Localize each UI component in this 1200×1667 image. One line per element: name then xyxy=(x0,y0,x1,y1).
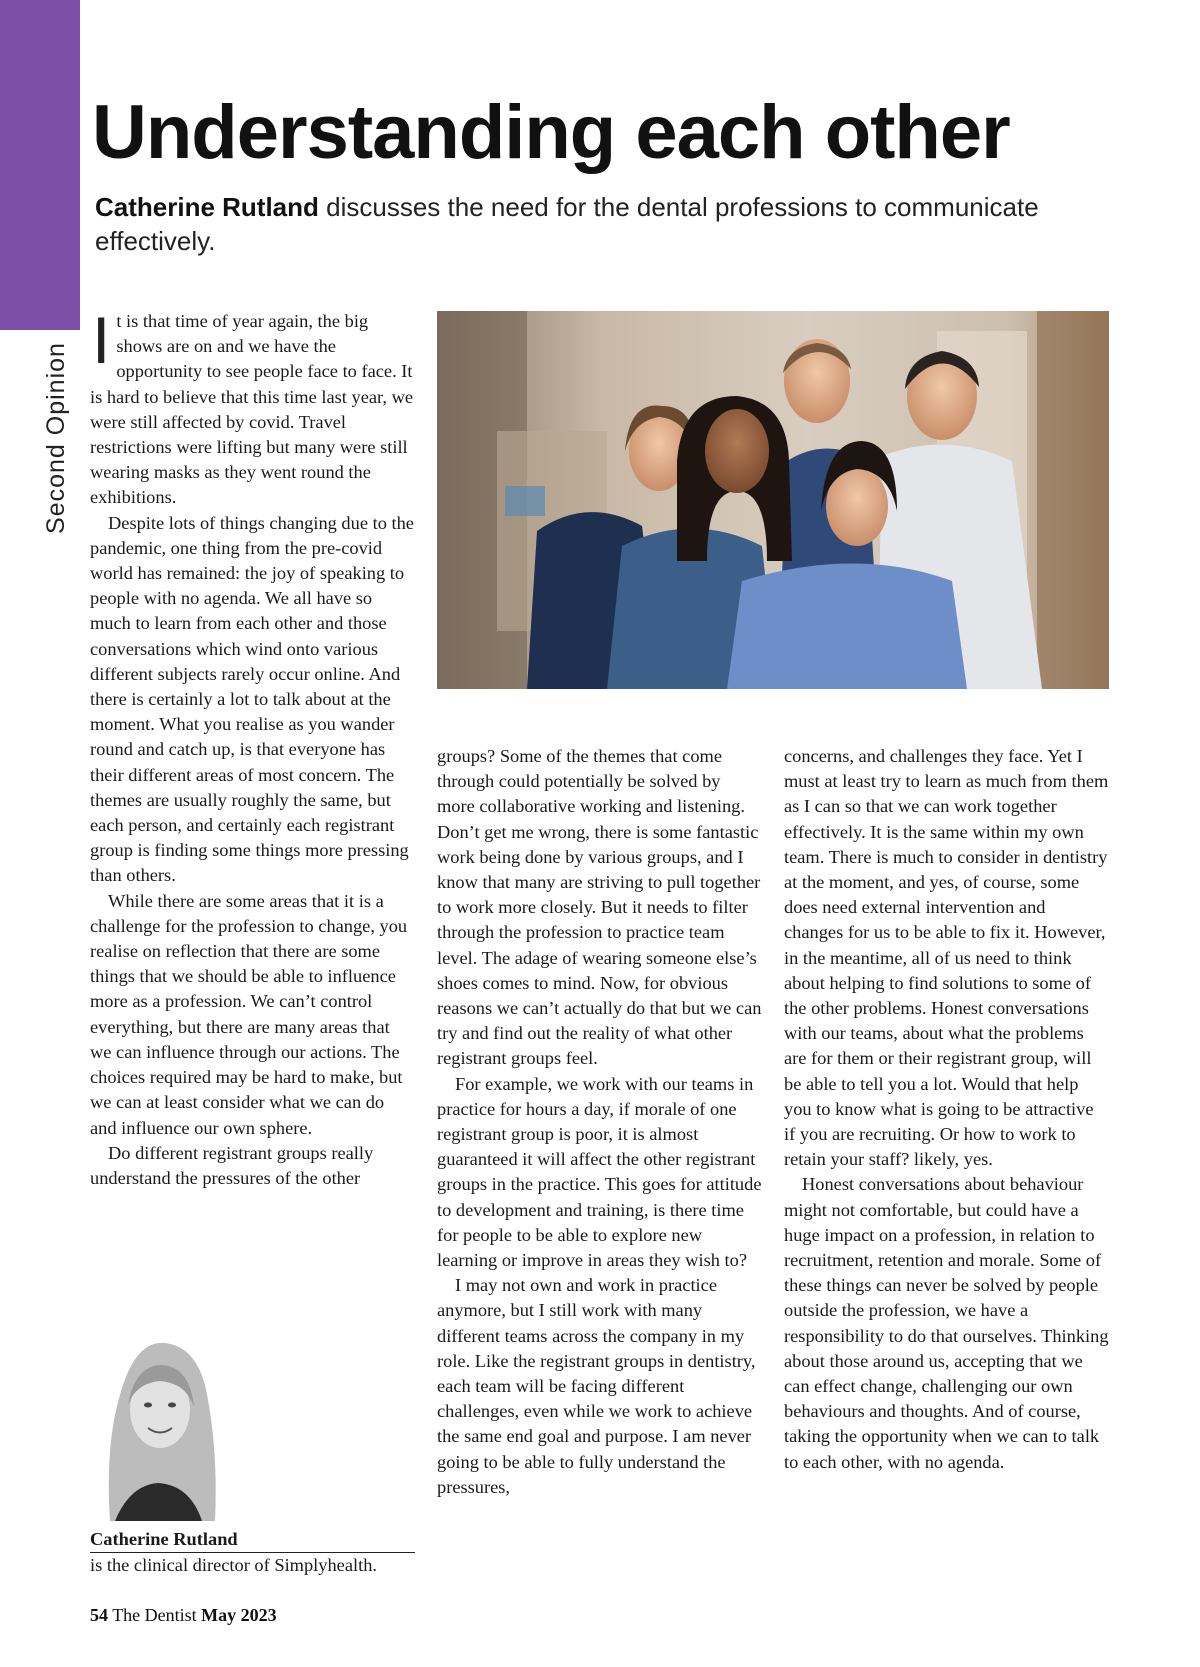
article-headline: Understanding each other xyxy=(92,90,1010,175)
paragraph: I may not own and work in practice anymore, but I still work with many different teams across the company in my role. Like the registrant groups in dentistry, each team will be facing different challenges, even while we work to achieve the same end goal and purpose. I am never going to be able to fully understand the pressures, xyxy=(437,1275,756,1497)
standfirst xyxy=(95,190,1095,258)
standfirst-author: Catherine Rutland xyxy=(95,192,319,222)
section-label: Second Opinion xyxy=(42,342,70,534)
paragraph: Do different registrant groups really understand the pressures of the other xyxy=(90,1142,374,1188)
issue-date: May 2023 xyxy=(201,1605,277,1625)
paragraph: While there are some areas that it is a challenge for the profession to change, you realise on reflection that there are some things that we should be able to influence more as a profession. We can’t control everything, but there are many areas that we can influence through our actions. The choices required may be hard to make, but we can at least consider what we can do and influence our own sphere. xyxy=(90,890,408,1138)
paragraph: Honest conversations about behaviour might not comfortable, but could have a huge impact on a profession, in relation to recruitment, retention and morale. Some of these things can never be solved by people outside the profession, we have a responsibility to do that ourselves. Thinking about those around us, accepting that we can effect change, challenging our own behaviours and thoughts. And of course, taking the opportunity when we can to talk to each other, with no agenda. xyxy=(784,1174,1109,1472)
paragraph: For example, we work with our teams in practice for hours a day, if morale of one registrant group is poor, it is almost guaranteed it will affect the other registrant groups in the practice. This goes for attitude to development and training, is there time for people to be able to explore new learning or improve in areas they wish to? xyxy=(437,1073,762,1271)
article-column-3 xyxy=(784,744,1109,1475)
paragraph: groups? Some of the themes that come through could potentially be solved by more collaborative working and listening. Don’t get me wrong, there is some fantastic work being done by various groups, and I know that many are striving to pull together to work more closely. But it needs to filter through the profession to practice team level. The adage of wearing someone else’s shoes comes to mind. Now, for obvious reasons we can’t actually do that but we can try and find out the reality of what other registrant groups feel. xyxy=(437,746,762,1069)
author-name: Catherine Rutland xyxy=(90,1527,415,1553)
paragraph xyxy=(90,303,415,511)
author-role: is the clinical director of Simplyhealth. xyxy=(90,1555,378,1575)
paragraph-text: t is that time of year again, the big shows are on and we have the opportunity to see people face to face. It is hard to believe that this time last year, we were still affected by covid. Travel restrictions were lifting but many were still wearing masks as they went round the exhibitions. xyxy=(90,311,414,508)
standfirst-text: discusses the need for the dental professions to communicate effectively. xyxy=(95,192,1039,256)
dental-team-photo xyxy=(437,311,1109,689)
section-color-bar xyxy=(0,0,80,330)
publication-name: The Dentist xyxy=(112,1605,197,1625)
paragraph: Despite lots of things changing due to the pandemic, one thing from the pre-covid world has remained: the joy of speaking to people with no agenda. We all have so much to learn from each other and those conversations which wind onto various different subjects rarely occur online. And there is certainly a lot to talk about at the moment. What you realise as you wander round and catch up, is that everyone has their different areas of most concern. The themes are usually roughly the same, but each person, and certainly each registrant group is finding some things more pressing than others. xyxy=(90,512,414,886)
page-number: 54 xyxy=(90,1605,108,1625)
article-column-2 xyxy=(437,744,762,1500)
page-footer xyxy=(90,1603,277,1627)
author-portrait xyxy=(90,1325,225,1521)
paragraph: concerns, and challenges they face. Yet I must at least try to learn as much from them as I can so that we can work together effectively. It is the same within my own team. There is much to consider in dentistry at the moment, and yes, of course, some does need external intervention and changes for us to be able to fix it. However, in the meantime, all of us need to think about helping to find solutions to some of the other problems. Honest conversations with our teams, about what the problems are for them or their registrant group, will be able to tell you a lot. Would that help you to know what is going to be attractive if you are recruiting. Or how to work to retain your staff? likely, yes. xyxy=(784,746,1109,1170)
drop-cap: I xyxy=(92,303,111,377)
article-column-1 xyxy=(90,303,415,1191)
